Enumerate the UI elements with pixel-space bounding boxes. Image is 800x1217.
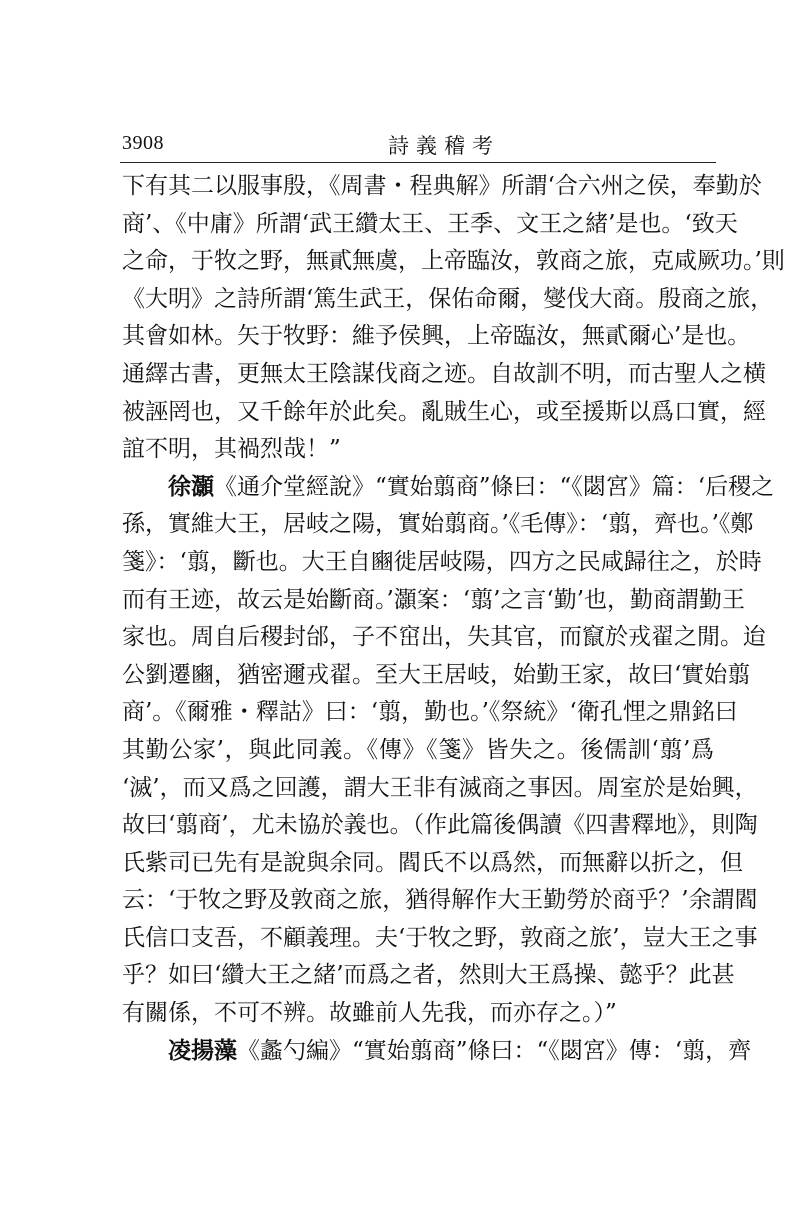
text-line: 乎？如曰‘纘大王之緒’而爲之者，然則大王爲操、懿乎？此甚	[122, 962, 735, 989]
text-line: 通繹古書，更無太王陰謀伐商之迹。自故訓不明，而古聖人之横	[122, 360, 766, 387]
text-line: 孫，實維大王，居岐之陽，實始翦商。’《毛傳》：‘翦，齊也。’《鄭	[122, 511, 754, 538]
header-rule	[120, 162, 716, 163]
text-line: 故曰‘翦商’，尤未協於義也。（作此篇後偶讀《四書釋地》，則陶	[122, 812, 758, 839]
text-line: 之命，于牧之野，無貳無虞，上帝臨汝，敦商之旅，克咸厥功。’則	[122, 248, 785, 275]
text-line: ‘滅’，而又爲之回護，謂大王非有滅商之事因。周室於是始興，	[122, 774, 758, 801]
text-line: 下有其二以服事殷，《周書・程典解》所謂‘合六州之侯，奉勤於	[122, 173, 762, 199]
page-header	[120, 118, 716, 164]
text-line: 氏紫司已先有是說與余同。閻氏不以爲然，而無辭以折之，但	[122, 849, 743, 876]
text-line: 公劉遷豳，猶密邇戎翟。至大王居岐，始勤王家，故曰‘實始翦	[122, 661, 751, 688]
paragraph-lead	[122, 469, 775, 507]
text-line: 氏信口支吾，不顧義理。夫‘于牧之野，敦商之旅’，豈大王之事	[122, 924, 758, 951]
text-line: 云：‘于牧之野及敦商之旅，猶得解作大王勤勞於商乎？’余謂閻	[122, 887, 758, 914]
text-line: 誼不明，其禍烈哉！”	[122, 436, 341, 463]
author-name: 徐灝	[168, 473, 214, 500]
text-line: 商’。《爾雅・釋詁》曰：‘翦，勤也。’《祭統》‘衛孔悝之鼎銘曰	[122, 699, 738, 726]
lead-text: 《蠡勺編》“實始翦商”條曰：“《閟宮》傳：‘翦，齊	[237, 1037, 752, 1064]
running-title: 詩義稽考	[388, 134, 500, 158]
text-line: 箋》：‘翦，斷也。大王自豳徙居岐陽，四方之民咸歸往之，於時	[122, 548, 762, 575]
text-line: 有關係，不可不辨。故雖前人先我，而亦存之。）”	[122, 1000, 617, 1027]
text-line: 被誣罔也，又千餘年於此矣。亂賊生心，或至援斯以爲口實，經	[122, 398, 766, 425]
paragraph-lead	[122, 1033, 752, 1071]
text-line: 其勤公家’，與此同義。《傳》《箋》皆失之。後儒訓‘翦’爲	[122, 736, 714, 763]
text-line: 商’、《中庸》所謂‘武王纘太王、王季、文王之緒’是也。‘致天	[122, 210, 738, 237]
page-body	[122, 168, 785, 1070]
author-name: 凌揚藻	[168, 1037, 237, 1064]
page-number: 3908	[122, 132, 164, 154]
text-line: 而有王迹，故云是始斷商。’灝案：‘翦’之言‘勤’也，勤商謂勤王	[122, 586, 746, 613]
text-line: 家也。周自后稷封邰，子不窋出，失其官，而竄於戎翟之閒。迨	[122, 624, 766, 651]
text-line: 《大明》之詩所謂‘篤生武王，保佑命爾，燮伐大商。殷商之旅，	[122, 285, 774, 312]
text-line: 其會如林。矢于牧野：維予侯興，上帝臨汝，無貳爾心’是也。	[122, 323, 751, 350]
lead-text: 《通介堂經說》“實始翦商”條曰：“《閟宮》篇：‘后稷之	[214, 473, 775, 500]
